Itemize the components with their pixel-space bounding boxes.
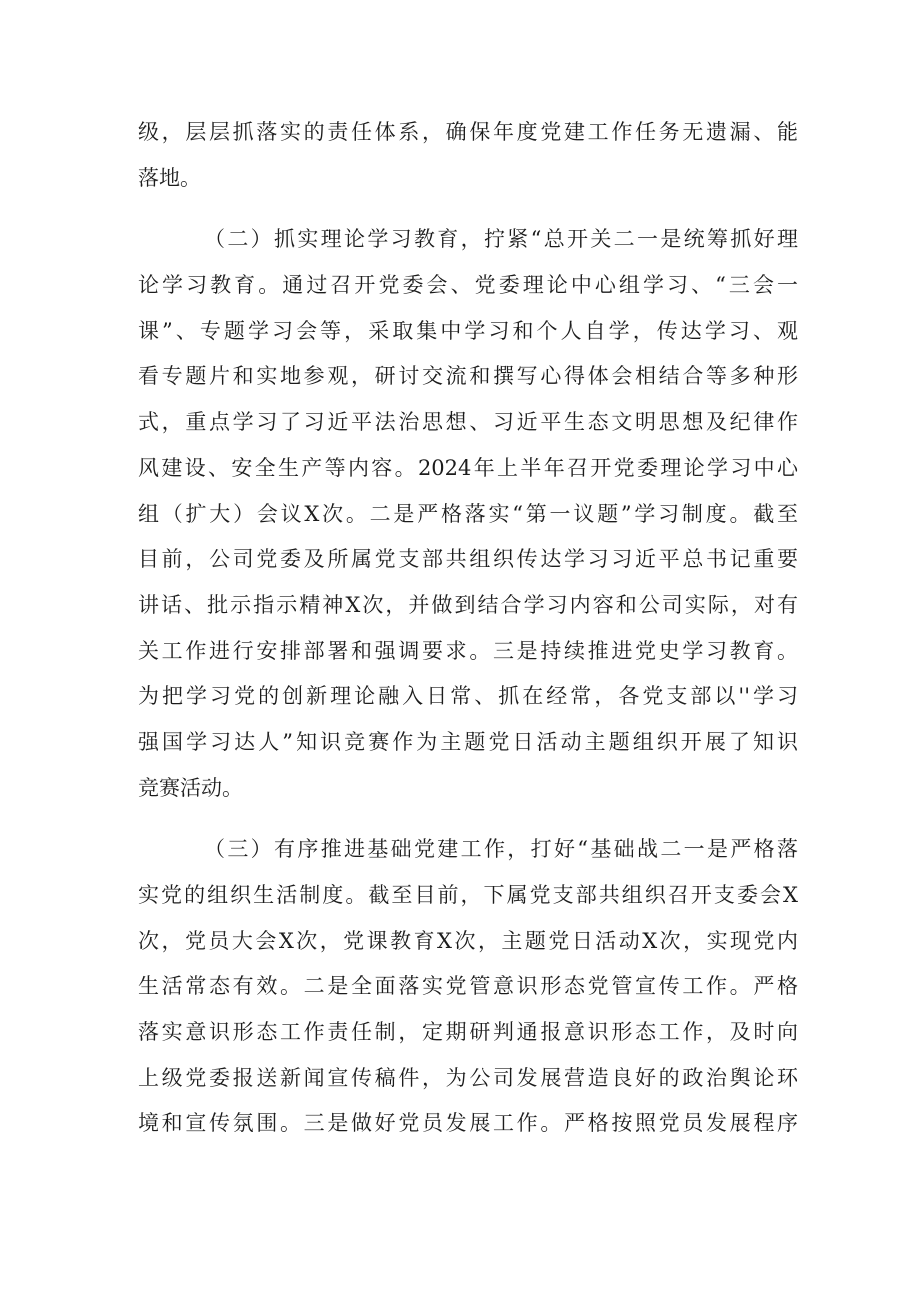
text-line: 看专题片和实地参观，研讨交流和撰写心得体会相结合等多种形 (138, 364, 798, 389)
paragraph-gap (138, 201, 798, 217)
text-line: 为把学习党的创新理论融入日常、抓在经常，各党支部以''学习 (138, 684, 798, 709)
text-line: 组（扩大）会议X次。二是严格落实“第一议题”学习制度。截至 (138, 501, 798, 526)
text-line: 目前，公司党委及所属党支部共组织传达学习习近平总书记重要 (138, 547, 798, 572)
text-line: 上级党委报送新闻宣传稿件，为公司发展营造良好的政治舆论环 (138, 1065, 798, 1090)
text-line: 生活常态有效。二是全面落实党管意识形态党管宣传工作。严格 (138, 974, 798, 999)
text-line: 实党的组织生活制度。截至目前，下属党支部共组织召开支委会X (138, 883, 798, 907)
text-line: 论学习教育。通过召开党委会、党委理论中心组学习、“三会一 (138, 273, 798, 298)
text-line: 落实意识形态工作责任制，定期研判通报意识形态工作，及时向 (138, 1020, 798, 1045)
text-line: 境和宣传氛围。三是做好党员发展工作。严格按照党员发展程序 (138, 1111, 798, 1136)
text-line: 风建设、安全生产等内容。2024年上半年召开党委理论学习中心 (138, 455, 798, 480)
text-line: 级，层层抓落实的责任体系，确保年度党建工作任务无遗漏、能 (138, 120, 798, 144)
text-line: 落地。 (138, 165, 201, 190)
text-line: 次，党员大会X次，党课教育X次，主题党日活动X次，实现党内 (138, 928, 798, 953)
text-line: 强国学习达人”知识竞赛作为主题党日活动主题组织开展了知识 (138, 729, 798, 754)
paragraph-gap (138, 811, 798, 827)
text-line: 讲话、批示指示精神X次，并做到结合学习内容和公司实际，对有 (138, 592, 798, 617)
text-line: 关工作进行安排部署和强调要求。三是持续推进党史学习教育。 (138, 638, 798, 663)
document-body (138, 110, 798, 1147)
text-line: 竞赛活动。 (138, 775, 243, 800)
text-line-heading-3: （三）有序推进基础党建工作，打好“基础战二一是严格落 (204, 837, 798, 862)
text-line-heading-2: （二）抓实理论学习教育，拧紧“总开关二一是统筹抓好理 (204, 227, 798, 252)
text-line: 式，重点学习了习近平法治思想、习近平生态文明思想及纪律作 (138, 410, 798, 435)
text-line: 课”、专题学习会等，采取集中学习和个人自学，传达学习、观 (138, 318, 798, 343)
